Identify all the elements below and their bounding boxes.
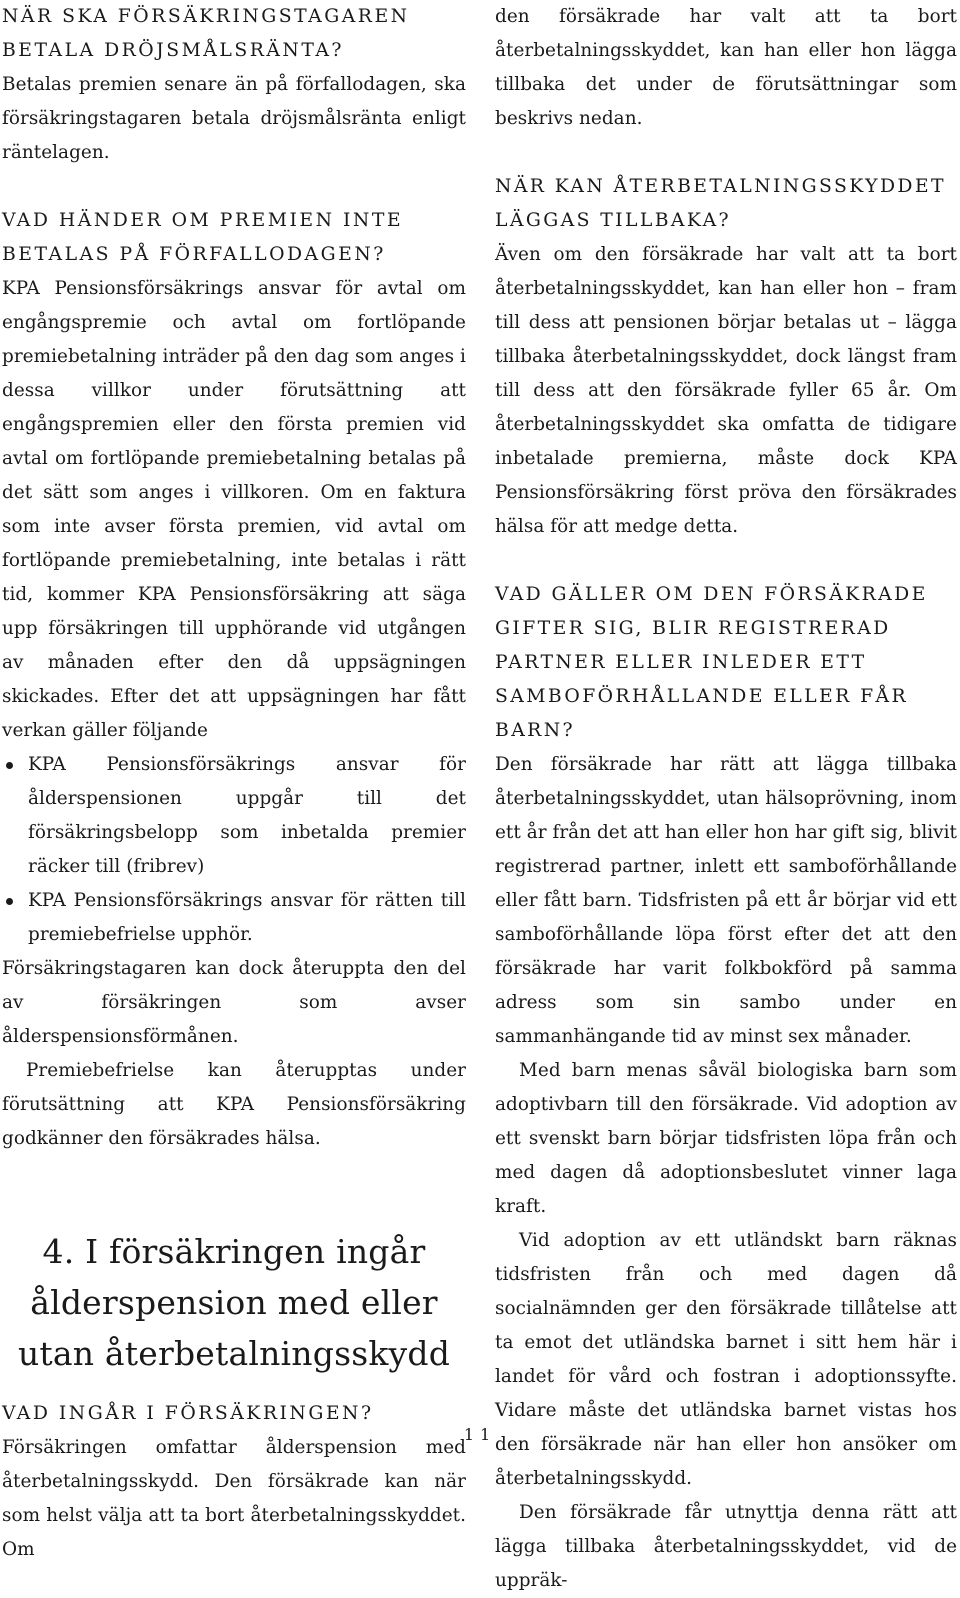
paragraph-premiebefrielse: Premiebefrielse kan återupptas under förutsättning att KPA Pensionsförsäkring godkänner den försäkrades hälsa. bbox=[2, 1060, 466, 1149]
list-item-text: KPA Pensionsförsäkrings ansvar för rätten till premiebefrielse upphör. bbox=[28, 890, 466, 945]
page-number: 11 bbox=[463, 1425, 497, 1444]
paragraph-continuation: den försäkrade har valt att ta bort återbetalningsskyddet, kan han eller hon lägga tillbaka det under de förutsättningar som beskrivs nedan. bbox=[495, 6, 957, 129]
heading-laggas-tillbaka: NÄR KAN ÅTERBETALNINGSSKYDDET LÄGGAS TILLBAKA? bbox=[495, 176, 946, 231]
paragraph-barn: Med barn menas såväl biologiska barn som adoptivbarn till den försäkrade. Vid adoption av ett svenskt barn börjar tidsfristen löpa från och med dagen då adoptionsbeslutet vinner laga kraft. bbox=[495, 1060, 957, 1217]
list-item-text: KPA Pensionsförsäkrings ansvar för ålderspensionen uppgår till det försäkringsbelopp som inbetalda premier räcker till (fribrev) bbox=[28, 754, 466, 877]
bullet-icon bbox=[6, 898, 13, 905]
heading-premie-ej-betald: VAD HÄNDER OM PREMIEN INTE BETALAS PÅ FÖRFALLODAGEN? bbox=[2, 210, 404, 265]
right-column bbox=[495, 0, 957, 1598]
paragraph-omfattning: Försäkringen omfattar ålderspension med återbetalningsskydd. Den försäkrade kan när som helst välja att ta bort återbetalningsskyddet. Om bbox=[2, 1437, 466, 1560]
heading-drojsmalsranta: NÄR SKA FÖRSÄKRINGSTAGAREN BETALA DRÖJSMÅLSRÄNTA? bbox=[2, 6, 410, 61]
paragraph-laggas-tillbaka: Även om den försäkrade har valt att ta bort återbetalningsskyddet, kan han eller hon – fram till dess att pensionen börjar betalas ut – lägga tillbaka återbetalningsskyddet, dock längst fram till dess att den försäkrade fyller 65 år. Om återbetalningsskyddet ska omfatta de tidigare inbetalade premierna, måste dock KPA Pensionsförsäkring först pröva den försäkrades hälsa för att medge detta. bbox=[495, 244, 957, 537]
list-item bbox=[2, 748, 466, 884]
paragraph-utnyttja: Den försäkrade får utnyttja denna rätt att lägga tillbaka återbetalningsskyddet, vid de uppräk- bbox=[495, 1502, 957, 1591]
list-item bbox=[2, 884, 466, 952]
paragraph-adoption: Vid adoption av ett utländskt barn räknas tidsfristen från och med dagen då socialnämnden ger den försäkrade tillåtelse att ta emot det utländska barnet i sitt hem här i landet för vård och fostran i adoptionssyfte. Vidare måste det utländska barnet vistas hos den försäkrade när han eller hon ansöker om återbetalningsskydd. bbox=[495, 1230, 957, 1489]
paragraph-ateruppta: Försäkringstagaren kan dock återuppta den del av försäkringen som avser ålderspensionsförmånen. bbox=[2, 958, 466, 1047]
paragraph-ansvar: KPA Pensionsförsäkrings ansvar för avtal om engångspremie och avtal om fortlöpande premiebetalning inträder på den dag som anges i dessa villkor under förutsättning att engångspremien eller den första premien vid avtal om fortlöpande premiebetalning betalas på det sätt som anges i villkoren. Om en faktura som inte avser första premien, vid avtal om fortlöpande premiebetalning, inte betalas i rätt tid, kommer KPA Pensionsförsäkring att säga upp försäkringen till upphörande vid utgången av månaden efter den då uppsägningen skickades. Efter det att uppsägningen har fått verkan gäller följande bbox=[2, 278, 466, 741]
left-column bbox=[2, 0, 466, 1567]
heading-vad-ingar: VAD INGÅR I FÖRSÄKRINGEN? bbox=[2, 1403, 374, 1424]
section-title: 4. I försäkringen ingår ålderspension med eller utan återbetalningsskydd bbox=[17, 1232, 451, 1373]
bullet-list bbox=[2, 748, 466, 952]
bullet-icon bbox=[6, 762, 13, 769]
heading-gifter-sig: VAD GÄLLER OM DEN FÖRSÄKRADE GIFTER SIG, BLIR REGISTRERAD PARTNER ELLER INLEDER ETT SAMBOFÖRHÅLLANDE ELLER FÅR BARN? bbox=[495, 584, 928, 741]
paragraph-drojsmalsranta: Betalas premien senare än på förfallodagen, ska försäkringstagaren betala dröjsmålsränta enligt räntelagen. bbox=[2, 74, 466, 163]
paragraph-gifter-sig: Den försäkrade har rätt att lägga tillbaka återbetalningsskyddet, utan hälsoprövning, inom ett år från det att han eller hon har gift sig, blivit registrerad partner, inlett ett samboförhållande eller fått barn. Tidsfristen på ett år börjar vid ett samboförhållande löpa först efter det att den försäkrade har varit folkbokförd på samma adress som sin sambo under en sammanhängande tid av minst sex månader. bbox=[495, 754, 957, 1047]
